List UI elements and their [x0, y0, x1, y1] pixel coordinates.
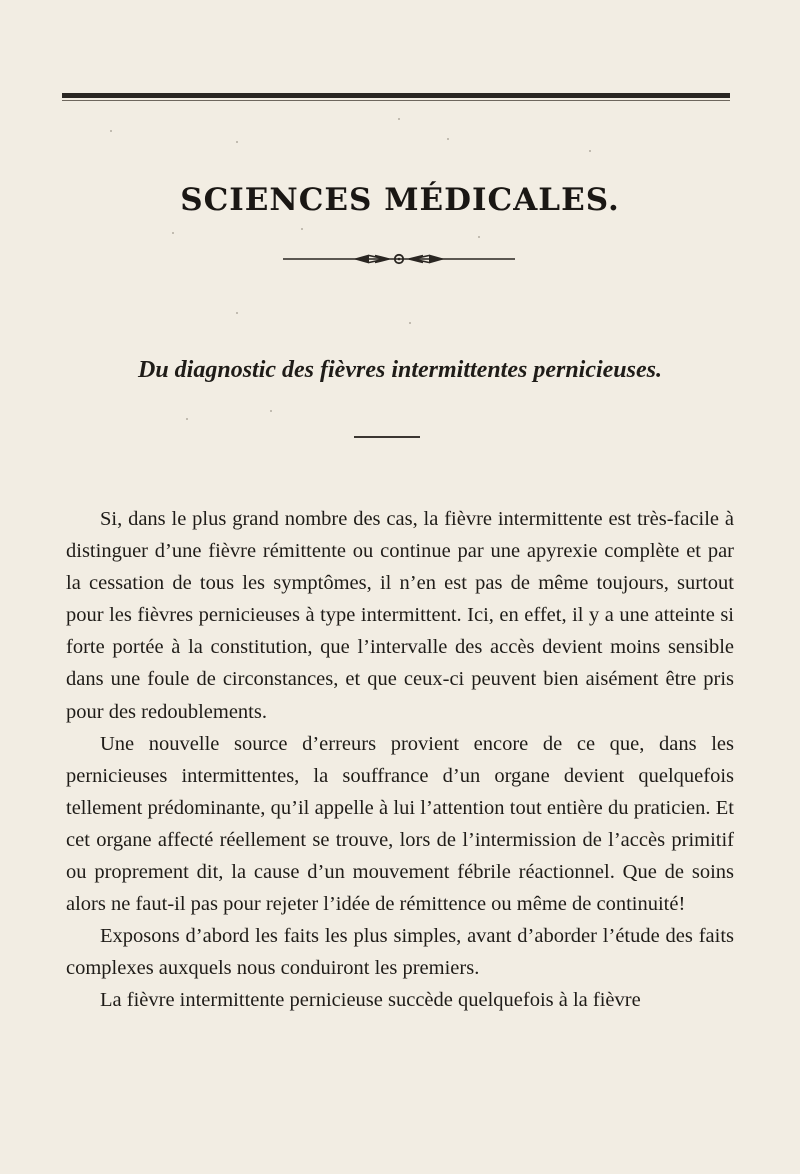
paper-speck	[270, 410, 272, 412]
paper-speck	[398, 118, 400, 120]
title-separator-rule	[354, 436, 420, 438]
paper-speck	[301, 228, 303, 230]
paragraph: Exposons d’abord les faits les plus simples, avant d’aborder l’étude des faits complexes auxquels nous conduiront les premiers.	[66, 925, 734, 980]
double-arrow-ornament-icon	[283, 252, 515, 266]
paper-speck	[447, 138, 449, 140]
top-rule-thin	[62, 100, 730, 101]
paper-speck	[236, 141, 238, 143]
article-body	[66, 503, 734, 1017]
article-title: Du diagnostic des fièvres intermittentes pernicieuses.	[138, 357, 662, 383]
paragraph: La fièvre intermittente pernicieuse succède quelquefois à la fièvre	[100, 989, 641, 1012]
paper-speck	[110, 130, 112, 132]
top-rule-thick	[62, 93, 730, 98]
paragraph: Une nouvelle source d’erreurs provient encore de ce que, dans les pernicieuses intermittentes, la souffrance d’un organe devient quelquefois tellement prédominante, qu’il appelle à lui l’attention tout entière du praticien. Et cet organe affecté réellement se trouve, lors de l’intermission de l’accès primitif ou proprement dit, la cause d’un mouvement fébrile réactionnel. Que de soins alors ne faut-il pas pour rejeter l’idée de rémittence ou même de continuité!	[66, 732, 734, 916]
section-title: SCIENCES MÉDICALES.	[180, 182, 620, 218]
paper-speck	[236, 312, 238, 314]
paragraph: Si, dans le plus grand nombre des cas, la fièvre intermittente est très-facile à distinguer d’une fièvre rémittente ou continue par une apyrexie complète et par la cessation de tous les symptômes, il n’en est pas de même toujours, surtout pour les fièvres pernicieuses à type intermittent. Ici, en effet, il y a une atteinte si forte portée à la constitution, que l’intervalle des accès devient moins sensible dans une foule de circonstances, et que ceux-ci peuvent bien aisément être pris pour des redoublements.	[66, 508, 734, 723]
paper-speck	[409, 322, 411, 324]
paper-speck	[478, 236, 480, 238]
paper-speck	[172, 232, 174, 234]
paper-speck	[589, 150, 591, 152]
paper-speck	[186, 418, 188, 420]
